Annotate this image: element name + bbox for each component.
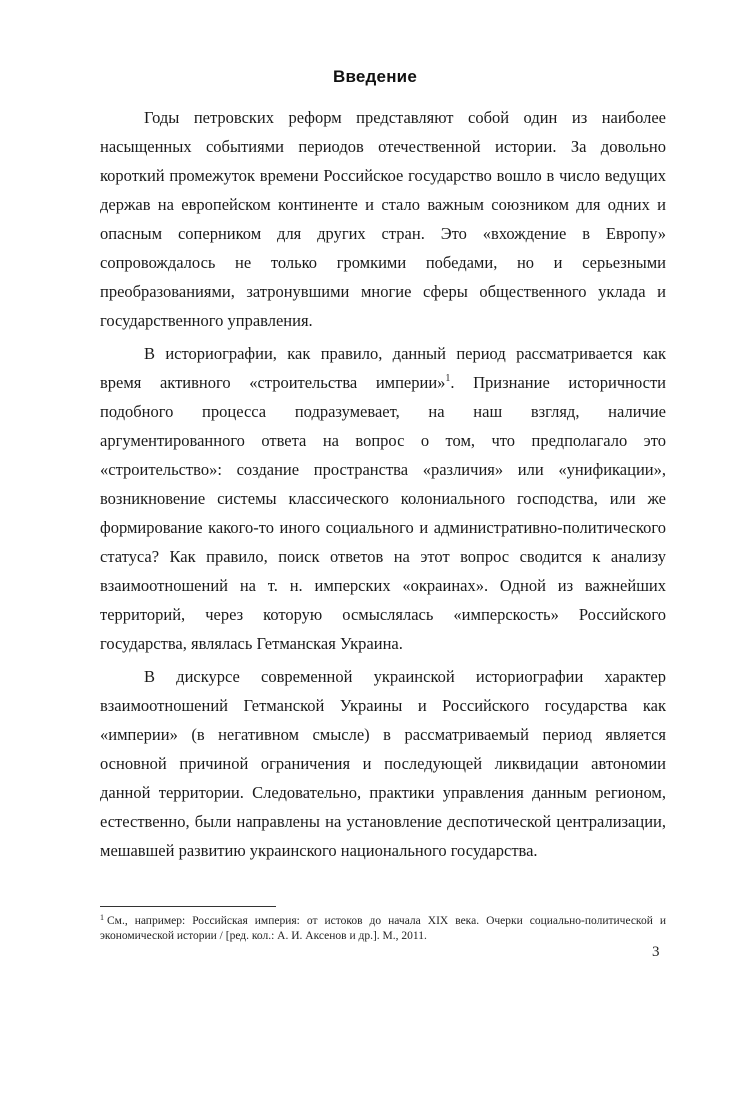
body-text [100,103,666,865]
footnote-mark: 1 [100,913,104,922]
paragraph-3-text: В дискурсе современной украинской историографии характер взаимоотношений Гетманской Украины и Российского государства как «империи» (в негативном смысле) в рассматриваемый период является основной причиной ограничения и последующей ликвидации автономии данной территории. Следовательно, практики управления данным регионом, естественно, были направлены на установление деспотической централизации, мешавшей развитию украинского национального государства. [100,667,666,860]
paragraph-1 [100,103,666,335]
footnote-reference[interactable]: 1 [445,373,451,384]
paragraph-1-text: Годы петровских реформ представляют собой один из наиболее насыщенных событиями периодов отечественной истории. За довольно короткий промежуток времени Российское государство вошло в число ведущих держав на европейском континенте и стало важным союзником для одних и опасным соперником для других стран. Это «вхождение в Европу» сопровождалось не только громкими победами, но и серьезными преобразованиями, затронувшими многие сферы общественного уклада и государственного управления. [100,108,666,330]
footnote-text: См., например: Российская империя: от истоков до начала XIX века. Очерки социально-политической и экономической истории / [ред. кол.: А. И. Аксенов и др.]. М., 2011. [100,915,666,942]
footnote [100,914,666,944]
page-number: 3 [652,944,660,960]
paragraph-2 [100,339,666,658]
paragraph-3 [100,662,666,865]
section-heading: Введение [333,67,417,86]
paragraph-2-text-end: . Признание историчности подобного процесса подразумевает, на наш взгляд, наличие аргументированного ответа на вопрос о том, что предполагало это «строительство»: создание пространства «различия» или «унификации», возникновение системы классического колониального господства, или же формирование какого-то иного социального и административно-политического статуса? Как правило, поиск ответов на этот вопрос сводится к анализу взаимоотношений на т. н. имперских «окраинах». Одной из важнейших территорий, через которую осмыслялась «имперскость» Российского государства, являлась Гетманская Украина. [100,373,666,653]
footnote-divider [100,906,276,907]
paragraph-2-text-start: В историографии, как правило, данный период рассматривается как время активного «строительства империи» [100,344,666,392]
